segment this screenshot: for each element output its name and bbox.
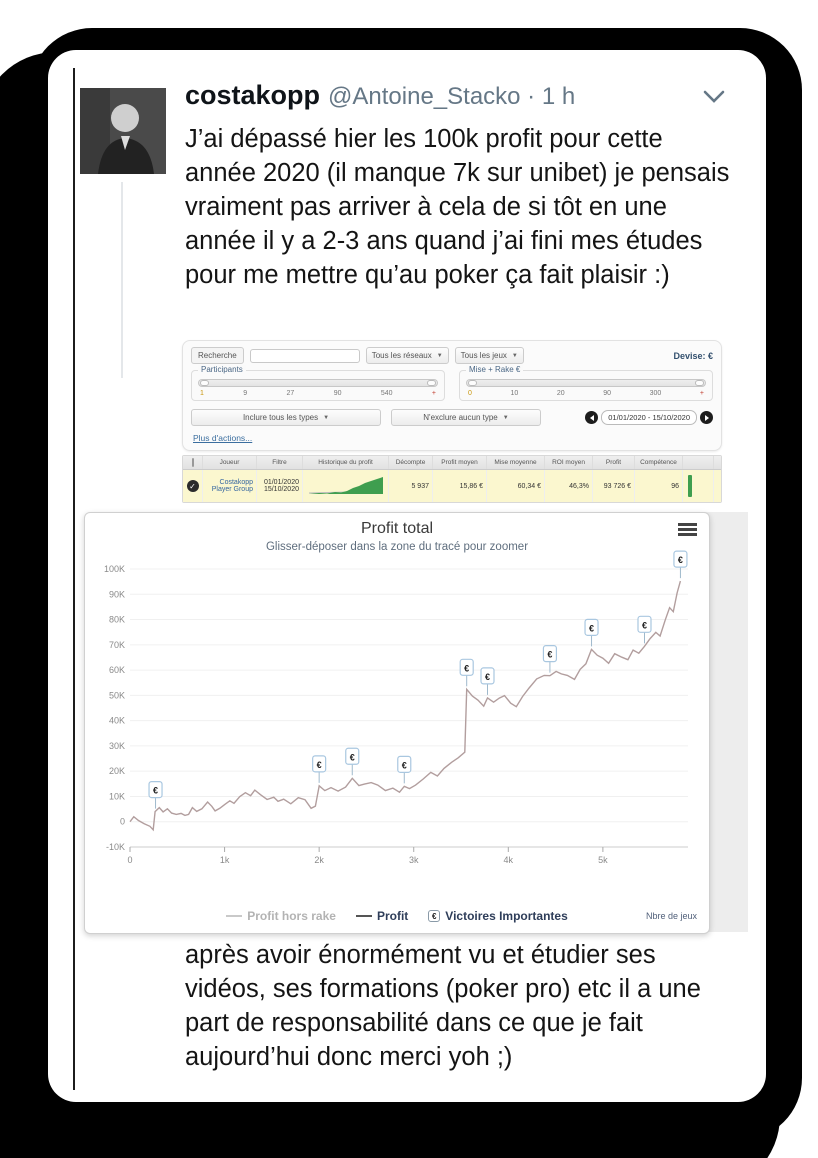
exclude-types-label: N'exclure aucun type (423, 413, 498, 422)
tweet-body: J’ai dépassé hier les 100k profit pour cette année 2020 (il manque 7k sur unibet) je pensais vraiment pas arriver à cela de si tôt en une année il y a 2-3 ans quand j’ai fini mes études pour me mettre qu’au poker ça fait plaisir :) (185, 125, 730, 289)
svg-text:2k: 2k (314, 855, 324, 865)
date-prev-button[interactable] (585, 411, 598, 424)
dropdown-arrow-icon: ▼ (323, 414, 330, 421)
tweet-header (185, 80, 733, 111)
participants-ticks (198, 387, 438, 398)
author-name[interactable]: costakopp (185, 80, 321, 110)
slider-tick: 9 (243, 390, 248, 397)
table-header-cell[interactable] (683, 456, 714, 469)
count-cell: 5 937 (389, 470, 433, 502)
svg-text:90K: 90K (108, 589, 125, 600)
networks-dropdown-label: Tous les réseaux (371, 351, 432, 360)
legend-item-profit-hors-rake[interactable] (226, 909, 336, 923)
x-axis-label: Nbre de jeux (645, 911, 697, 921)
svg-text:5k: 5k (598, 855, 608, 865)
legend-item-victoires-importantes[interactable] (428, 909, 567, 923)
participants-label: Participants (198, 365, 246, 374)
svg-text:€: € (547, 649, 553, 660)
important-win-marker[interactable] (481, 668, 494, 684)
table-header-cell[interactable]: Joueur (203, 456, 257, 469)
ability-bar (688, 475, 692, 497)
participants-slider[interactable] (198, 379, 438, 387)
important-win-marker[interactable] (543, 646, 556, 662)
slider-fieldsets (191, 365, 713, 401)
svg-text:€: € (349, 752, 355, 763)
select-all-checkbox[interactable] (192, 458, 194, 467)
svg-text:€: € (589, 623, 595, 634)
games-dropdown-label: Tous les jeux (460, 351, 507, 360)
line-dash-icon (226, 915, 242, 918)
svg-text:€: € (641, 620, 648, 631)
chart-plot-area[interactable] (90, 555, 704, 883)
row-select-cell[interactable] (183, 470, 203, 502)
important-win-marker[interactable] (149, 782, 162, 798)
profit-history-cell (303, 470, 389, 502)
stake-label: Mise + Rake € (466, 365, 523, 374)
dropdown-arrow-icon: ▼ (502, 414, 509, 421)
svg-text:3k: 3k (408, 855, 419, 865)
important-win-marker[interactable] (346, 748, 359, 764)
table-header-cell[interactable]: Profit (593, 456, 635, 469)
table-header-cell[interactable]: Compétence (635, 456, 683, 469)
chart-menu-icon[interactable] (678, 523, 697, 538)
chart-title: Profit total (360, 520, 434, 537)
svg-text:€: € (316, 759, 322, 770)
svg-text:10K: 10K (108, 791, 125, 802)
important-win-marker[interactable] (638, 616, 651, 632)
svg-text:30K: 30K (108, 740, 125, 751)
extra-cell (683, 470, 714, 502)
profit-cell: 93 726 € (593, 470, 635, 502)
slider-tick: 90 (603, 390, 612, 397)
search-label: Recherche (191, 347, 244, 364)
filter-date-to: 15/10/2020 (263, 486, 299, 493)
slider-tick: + (431, 390, 436, 397)
player-name: Costakopp (219, 479, 253, 486)
exclude-types-dropdown[interactable] (391, 409, 541, 426)
chart-legend (85, 909, 709, 923)
stake-slider[interactable] (466, 379, 706, 387)
search-input[interactable] (250, 349, 360, 363)
slider-handle[interactable] (427, 380, 436, 386)
include-types-dropdown[interactable] (191, 409, 381, 426)
results-table (182, 455, 722, 503)
svg-text:€: € (464, 663, 470, 674)
networks-dropdown[interactable] (366, 347, 449, 364)
check-icon: ✓ (187, 480, 199, 492)
line-dash-icon (356, 915, 372, 918)
important-win-marker[interactable] (313, 756, 326, 772)
stake-ticks (466, 387, 706, 398)
slider-tick: 10 (510, 390, 519, 397)
table-row (183, 470, 721, 502)
svg-text:40K: 40K (108, 715, 125, 726)
table-header-cell[interactable]: Profit moyen (433, 456, 487, 469)
games-dropdown[interactable] (455, 347, 524, 364)
svg-text:100K: 100K (103, 564, 125, 574)
svg-text:70K: 70K (108, 639, 125, 650)
left-border-line (73, 68, 75, 1090)
svg-text:-10K: -10K (105, 842, 125, 852)
include-types-label: Inclure tous les types (242, 413, 319, 422)
table-header-cell[interactable]: Historique du profit (303, 456, 389, 469)
filter-row-types (191, 409, 713, 426)
date-range-control (585, 410, 713, 425)
important-win-marker[interactable] (674, 551, 687, 567)
slider-tick: 540 (380, 390, 393, 397)
euro-badge-icon: € (428, 910, 440, 922)
avg-profit-cell: 15,86 € (433, 470, 487, 502)
legend-label: Profit (376, 909, 409, 923)
svg-text:0: 0 (127, 855, 133, 865)
participants-fieldset (191, 365, 445, 401)
embedded-screenshot (182, 340, 722, 503)
profit-chart-svg (90, 555, 704, 883)
important-win-marker[interactable] (460, 659, 473, 675)
slider-handle[interactable] (200, 380, 209, 386)
legend-label: Victoires Importantes (445, 909, 568, 923)
profit-sparkline (307, 474, 385, 498)
legend-item-profit[interactable] (356, 909, 408, 923)
svg-text:50K: 50K (108, 690, 125, 701)
dropdown-arrow-icon: ▼ (436, 352, 443, 359)
table-header-cell[interactable]: Décompte (389, 456, 433, 469)
avatar-photo (80, 88, 166, 174)
player-cell[interactable] (203, 470, 257, 502)
important-win-marker[interactable] (585, 619, 598, 635)
author-handle-time[interactable]: @Antoine_Stacko · 1 h (328, 83, 576, 110)
filter-panel (182, 340, 722, 451)
svg-text:0: 0 (119, 816, 125, 827)
table-header-cell[interactable]: Mise moyenne (487, 456, 545, 469)
filter-cell (257, 470, 303, 502)
slider-tick: 20 (556, 390, 565, 397)
tweet-body-continued: après avoir énormément vu et étudier ses vidéos, ses formations (poker pro) etc il a une part de responsabilité dans ce que je fait aujourd’hui donc merci yoh ;) (185, 941, 701, 1071)
svg-text:€: € (677, 555, 683, 566)
svg-text:€: € (153, 785, 159, 796)
table-header-cell[interactable]: ROI moyen (545, 456, 593, 469)
slider-handle[interactable] (695, 380, 704, 386)
table-header-row (183, 456, 721, 470)
date-range-field[interactable]: 01/01/2020 - 15/10/2020 (601, 410, 697, 425)
avg-stake-cell: 60,34 € (487, 470, 545, 502)
player-group: Player Group (211, 486, 253, 493)
svg-text:4k: 4k (503, 855, 514, 865)
profit-chart-card (84, 512, 710, 934)
svg-text:20K: 20K (108, 766, 125, 777)
svg-text:60K: 60K (108, 665, 125, 676)
dropdown-arrow-icon: ▼ (511, 352, 518, 359)
important-win-marker[interactable] (398, 756, 411, 772)
legend-label: Profit hors rake (247, 909, 336, 923)
date-next-button[interactable] (700, 411, 713, 424)
slider-tick: + (699, 390, 704, 397)
more-actions-link[interactable]: Plus d'actions... (193, 433, 253, 443)
filter-row-top (191, 347, 713, 364)
filter-date-from: 01/01/2020 (263, 479, 299, 486)
chevron-down-icon[interactable] (703, 90, 725, 104)
svg-text:€: € (401, 760, 407, 771)
avatar[interactable] (80, 88, 166, 174)
svg-text:€: € (484, 671, 491, 682)
table-header-cell[interactable] (183, 456, 203, 469)
svg-text:80K: 80K (108, 614, 125, 625)
thread-connector (121, 182, 123, 378)
slider-tick: 300 (649, 390, 662, 397)
stake-fieldset (459, 365, 713, 401)
table-header-cell[interactable]: Filtre (257, 456, 303, 469)
slider-tick: 0 (468, 390, 472, 397)
currency-label: Devise: € (673, 350, 713, 361)
slider-handle[interactable] (468, 380, 477, 386)
slider-tick: 27 (286, 390, 295, 397)
chart-subtitle: Glisser-déposer dans la zone du tracé pour zoomer (265, 541, 529, 553)
avg-roi-cell: 46,3% (545, 470, 593, 502)
slider-tick: 90 (333, 390, 342, 397)
slider-tick: 1 (200, 390, 204, 397)
svg-text:1k: 1k (219, 855, 230, 865)
ability-cell: 96 (635, 470, 683, 502)
tweet-card (48, 50, 766, 1102)
